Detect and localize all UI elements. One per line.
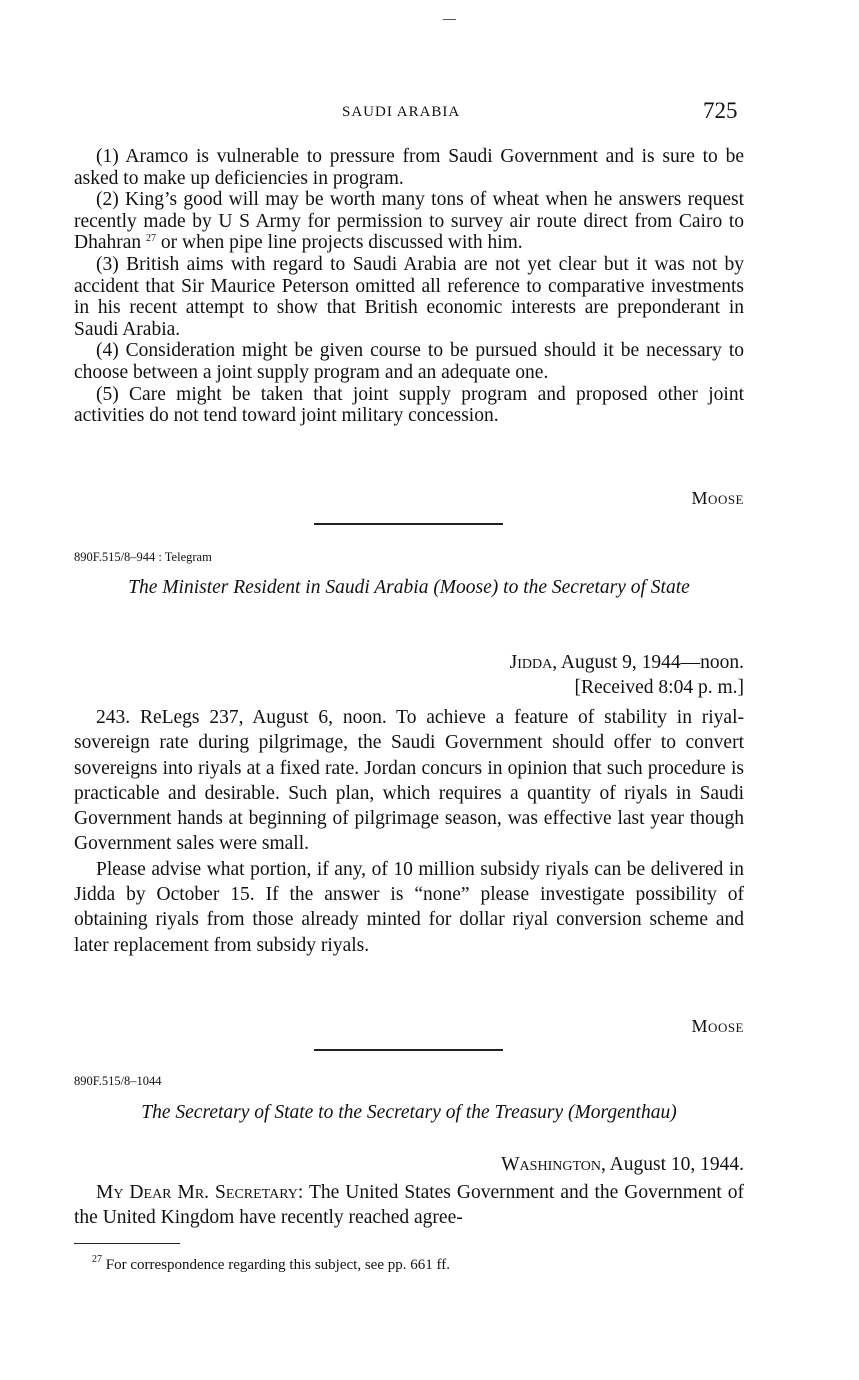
doc3-text: The United States Government and the Government of the United Kingdom have recently reached agree- bbox=[74, 1182, 744, 1229]
received-2: [Received 8:04 p. m.] bbox=[574, 677, 744, 698]
point-2-text: (2) King’s good will may be worth many tons of wheat when he answers request recently made by U S Army for permission to survey air route direct from Cairo to Dhahran bbox=[74, 189, 744, 254]
footnote-ref: 27 bbox=[146, 233, 157, 245]
dateline-3 bbox=[501, 1152, 744, 1177]
running-title: SAUDI ARABIA bbox=[342, 104, 461, 120]
place-2: Jidda bbox=[509, 652, 553, 673]
footnote bbox=[92, 1254, 450, 1274]
file-number-2: 890F.515/8–944 : Telegram bbox=[74, 550, 212, 564]
footnote-marker: 27 bbox=[92, 1254, 102, 1265]
heading-3: The Secretary of State to the Secretary of the Treasury (Morgenthau) bbox=[141, 1102, 677, 1123]
point-5: (5) Care might be taken that joint supply program and proposed other joint activities do not tend toward joint military concession. bbox=[74, 383, 744, 427]
place-3: Washington bbox=[501, 1154, 601, 1175]
point-2-tail: or when pipe line projects discussed with him. bbox=[160, 232, 523, 254]
footnote-rule bbox=[74, 1243, 180, 1244]
salutation: My Dear Mr. Secretary: bbox=[96, 1182, 304, 1203]
file-number-3: 890F.515/8–1044 bbox=[74, 1074, 162, 1088]
dateline-2 bbox=[510, 650, 744, 675]
page-number: 725 bbox=[703, 98, 738, 123]
heading-2: The Minister Resident in Saudi Arabia (Moose) to the Secretary of State bbox=[128, 577, 690, 598]
doc3-paragraph bbox=[74, 1180, 744, 1231]
point-1: (1) Aramco is vulnerable to pressure from Saudi Government and is sure to be asked to make up deficiencies in program. bbox=[74, 146, 744, 189]
date-2: , August 9, 1944—noon. bbox=[552, 652, 744, 673]
doc2-paragraph-1: 243. ReLegs 237, August 6, noon. To achieve a feature of stability in riyal-sovereign rate during pilgrimage, the Saudi Government should offer to convert sovereigns into riyals at a fixed rate. Jordan concurs in opinion that such procedure is practicable and desirable. Such plan, which requires a quantity of riyals in Saudi Government hands at beginning of pilgrimage season, was effective last year though Government sales were small. bbox=[74, 707, 744, 855]
point-4: (4) Consideration might be given course to be pursued should it be necessary to choose between a joint supply program and an adequate one. bbox=[74, 340, 744, 383]
footnote-text: For correspondence regarding this subject, see pp. 661 ff. bbox=[105, 1257, 450, 1273]
signature-1: Moose bbox=[691, 488, 744, 508]
point-3: (3) British aims with regard to Saudi Arabia are not yet clear but it was not by accident that Sir Maurice Peterson omitted all reference to comparative investments in his recent attempt to show that British economic interests are preponderant in Saudi Arabia. bbox=[74, 253, 744, 340]
doc2-body bbox=[74, 705, 744, 958]
section1-points bbox=[74, 146, 744, 427]
top-mark bbox=[443, 19, 456, 20]
divider-1 bbox=[314, 523, 503, 525]
doc3-body bbox=[74, 1180, 744, 1231]
doc2-paragraph-2: Please advise what portion, if any, of 10 million subsidy riyals can be delivered in Jidda by October 15. If the answer is “none” please investigate possibility of obtaining riyals from those already minted for dollar riyal conversion scheme and later replacement from subsidy riyals. bbox=[74, 858, 744, 956]
point-2 bbox=[74, 189, 744, 254]
signature-2: Moose bbox=[691, 1016, 744, 1036]
date-3: , August 10, 1944. bbox=[600, 1154, 744, 1175]
divider-2 bbox=[314, 1049, 503, 1051]
